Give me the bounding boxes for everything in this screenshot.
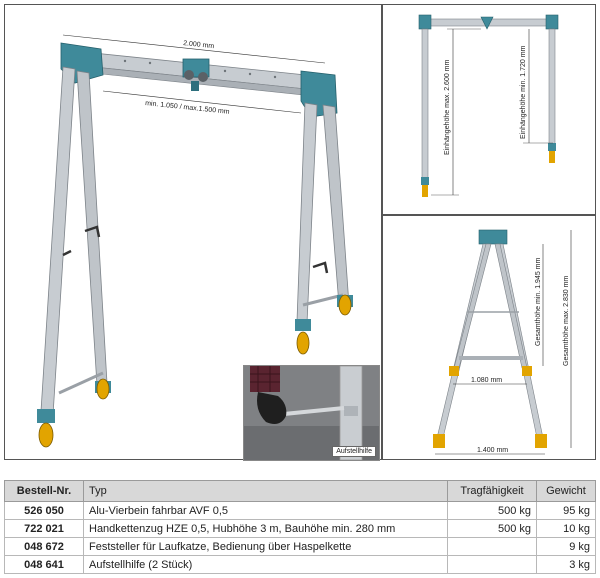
table-row [5, 520, 596, 538]
order-number: 526 050 [5, 502, 84, 520]
dim-inner-label: 1.080 mm [471, 377, 503, 384]
header-load-capacity: Tragfähigkeit [448, 481, 537, 502]
order-number: 048 672 [5, 538, 84, 556]
header-type: Typ [84, 481, 448, 502]
load-capacity: 500 kg [448, 520, 537, 538]
weight: 95 kg [537, 502, 596, 520]
left-legs [41, 67, 107, 415]
type: Handkettenzug HZE 0,5, Hubhöhe 3 m, Bauhöhe min. 280 mm [84, 520, 448, 538]
table-row [5, 556, 596, 574]
dim-total-min-label: Gesamthöhe min. 1.945 mm [535, 257, 542, 346]
dim-hook-max-label: Einhängehöhe max. 2.600 mm [444, 59, 451, 155]
gantry-perspective-drawing [4, 4, 382, 460]
dim-width-label: 2.000 mm [182, 40, 215, 51]
type: Aufstellhilfe (2 Stück) [84, 556, 448, 574]
dim-outer-label: 1.400 mm [477, 447, 509, 454]
table-header-row [5, 481, 596, 502]
gantry-side-view-drawing [382, 4, 596, 215]
type: Alu-Vierbein fahrbar AVF 0,5 [84, 502, 448, 520]
load-capacity [448, 538, 537, 556]
dim-hook-min-label: Einhängehöhe min. 1.720 mm [520, 45, 527, 139]
table-row [5, 502, 596, 520]
order-number: 048 641 [5, 556, 84, 574]
photo-label: Aufstellhilfe [332, 446, 376, 457]
aufstellhilfe-photo [243, 365, 380, 461]
load-capacity: 500 kg [448, 502, 537, 520]
front-view-svg [383, 216, 595, 459]
type: Feststeller für Laufkatze, Bedienung über Haspelkette [84, 538, 448, 556]
right-legs [297, 103, 349, 323]
trolley [183, 59, 209, 91]
load-capacity [448, 556, 537, 574]
gantry-front-view-drawing [382, 215, 596, 460]
header-order-number: Bestell-Nr. [5, 481, 84, 502]
weight: 9 kg [537, 538, 596, 556]
dim-adjust-label: min. 1.050 / max.1.500 mm [144, 100, 230, 116]
table-row [5, 538, 596, 556]
order-number: 722 021 [5, 520, 84, 538]
weight: 3 kg [537, 556, 596, 574]
order-table [4, 480, 596, 574]
side-view-svg [383, 5, 595, 214]
dim-total-max-label: Gesamthöhe max. 2.830 mm [563, 275, 570, 366]
weight: 10 kg [537, 520, 596, 538]
header-weight: Gewicht [537, 481, 596, 502]
